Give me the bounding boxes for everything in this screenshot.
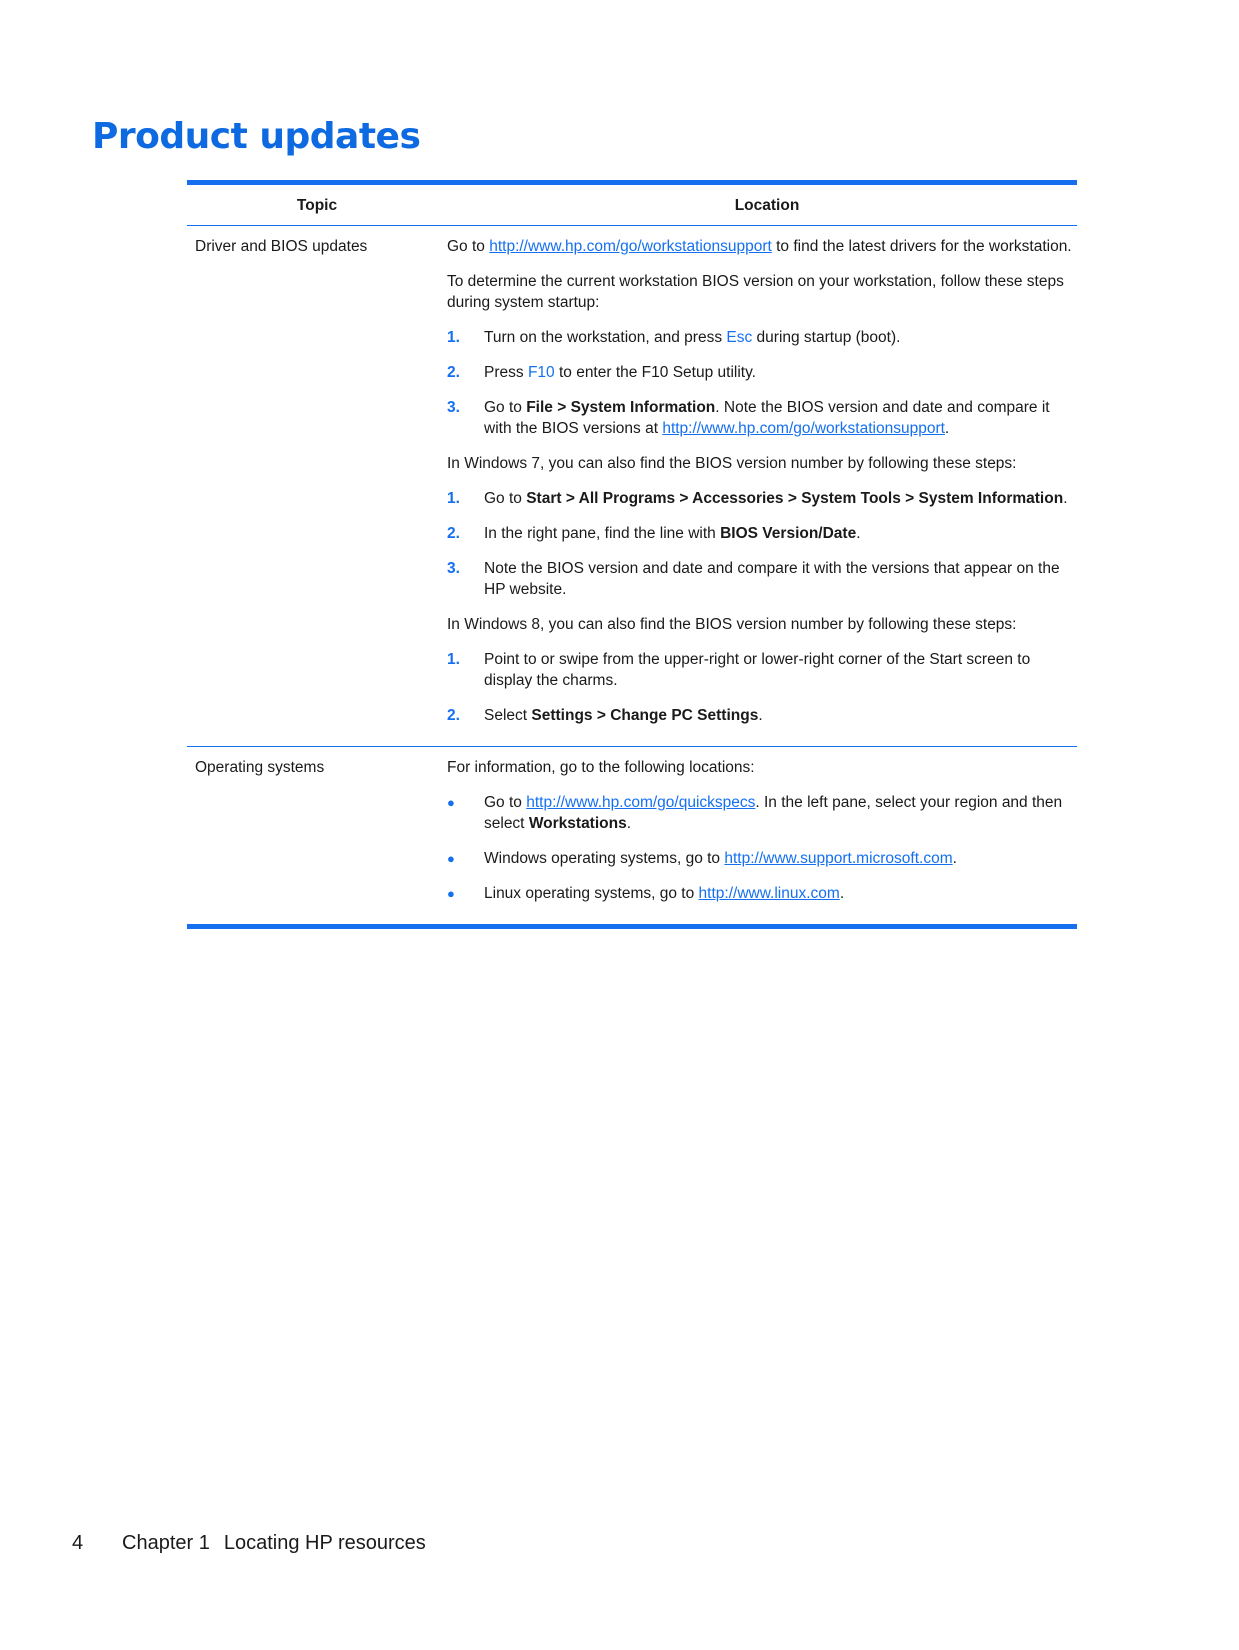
step-number: 3. [447,399,460,416]
linux-link[interactable]: http://www.linux.com [698,885,840,902]
text: Press [484,364,528,381]
bullet-icon: ● [447,795,455,810]
text: . [758,707,763,724]
text: . [1063,490,1068,507]
microsoft-support-link[interactable]: http://www.support.microsoft.com [724,850,953,867]
workstation-support-link[interactable]: http://www.hp.com/go/workstationsupport [489,238,772,255]
text: . [952,850,957,867]
paragraph: For information, go to the following locations: [447,759,755,776]
step-text [484,523,1073,544]
header-location: Location [734,196,800,214]
text: Go to [447,238,490,255]
text: Go to [484,490,527,507]
step-text: Note the BIOS version and date and compare it with the versions that appear on the HP website. [484,560,1060,598]
list-item [447,883,1073,904]
text: . Note the BIOS version and date and compare it with the BIOS versions at [484,399,1050,437]
list-item [447,848,1073,869]
location-cell [447,226,1077,746]
location-cell [447,747,1077,924]
text: Go to [484,794,527,811]
bold-text: Settings > Change PC Settings [531,707,759,724]
step-text: Point to or swipe from the upper-right or lower-right corner of the Start screen to display the charms. [484,651,1031,689]
step-text [484,705,1073,726]
text: In the right pane, find the line with [484,525,721,542]
chapter-title: Locating HP resources [223,1532,426,1554]
bold-text: Workstations [528,815,627,832]
text: . [839,885,845,902]
step-number: 3. [447,560,460,577]
list-item [447,327,1073,348]
bullet-icon: ● [447,886,455,901]
text: . In the left pane, select your region and then select [484,794,1063,832]
bold-text: BIOS Version/Date [720,525,857,542]
list-item [447,558,1073,600]
list-item [447,488,1073,509]
page-footer [72,1532,426,1555]
step-text [484,327,1073,348]
bold-text: File > System Information [526,399,716,416]
list-item [447,649,1073,691]
text: . [944,420,950,437]
table-header [187,185,1077,226]
product-updates-table [187,180,1077,929]
list-item [447,523,1073,544]
bullet-icon: ● [447,851,455,866]
list-item [447,792,1073,834]
key-f10: F10 [527,364,555,381]
text: to find the latest drivers for the workstation. [771,238,1072,255]
text: Linux operating systems, go to [484,885,699,902]
text: Go to [484,399,527,416]
step-number: 1. [447,490,460,507]
step-text [484,362,1073,383]
page-number: 4 [72,1532,84,1554]
table-row [187,226,1077,746]
step-number: 1. [447,651,460,668]
text: . [856,525,861,542]
step-number: 2. [447,707,460,724]
bullet-text [484,792,1073,834]
bullet-text [484,883,1073,904]
header-topic: Topic [296,196,338,214]
chapter-label: Chapter 1 [122,1532,210,1554]
topic-cell: Driver and BIOS updates [195,238,368,255]
text: during startup (boot). [752,329,901,346]
page-title: Product updates [92,116,421,157]
text: . [626,815,632,832]
table-row [187,746,1077,924]
topic-cell: Operating systems [195,759,325,776]
paragraph: In Windows 7, you can also find the BIOS version number by following these steps: [447,455,1017,472]
bold-text: Start > All Programs > Accessories > System Tools > System Information [526,490,1064,507]
step-number: 2. [447,525,460,542]
text: Turn on the workstation, and press [484,329,727,346]
paragraph [447,236,1073,257]
text: Windows operating systems, go to [484,850,725,867]
key-esc: Esc [726,329,753,346]
text: Select [484,707,532,724]
step-number: 2. [447,364,460,381]
list-item [447,705,1073,726]
step-text [484,397,1073,439]
bullet-text [484,848,1073,869]
list-item [447,362,1073,383]
quickspecs-link[interactable]: http://www.hp.com/go/quickspecs [526,794,756,811]
list-item [447,397,1073,439]
step-text [484,488,1073,509]
workstation-support-link[interactable]: http://www.hp.com/go/workstationsupport [662,420,945,437]
text: to enter the F10 Setup utility. [554,364,756,381]
paragraph: In Windows 8, you can also find the BIOS version number by following these steps: [447,616,1017,633]
step-number: 1. [447,329,460,346]
paragraph: To determine the current workstation BIOS version on your workstation, follow these steps during system startup: [447,273,1064,311]
